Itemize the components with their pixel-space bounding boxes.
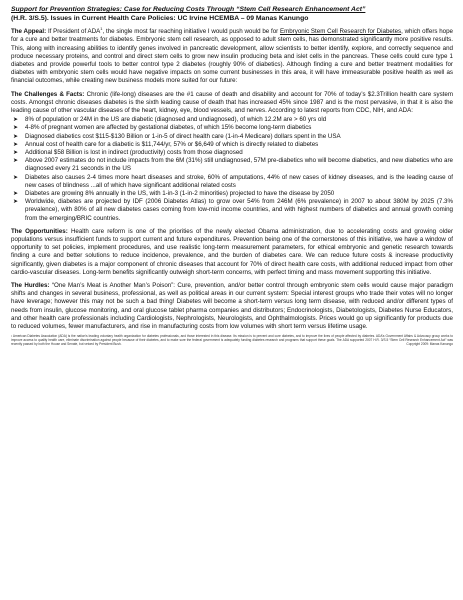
arrow-bullet-icon: ➤ xyxy=(13,150,19,157)
appeal-section xyxy=(11,28,453,85)
hurdles-section xyxy=(11,282,453,331)
appeal-text-2: , the single most far reaching initiative I would push would be for xyxy=(102,28,280,36)
appeal-text-3: , which offers hope for a cure and better treatments for diabetes. Embryonic stem cell research, as opposed to adult stem cells, has demonstrated significantly more positive results. This, along with increasing abilities to identify genes involved in pancreatic development, allow scientists to better identify, explore, and correctly sequence and produce necessary proteins, and control and direct stem cells to grow new insulin producing beta and islet cells in the pancreas. These cells could cure type 1 diabetes and provide powerful tools to better control type 2 diabetes (roughly 90% of diabetics). Although finding a cure and better treatment modalities for diabetes with embryonic stem cells would have negative impacts on some current businesses in this area, it will have immeasurable positive health as well as financial outcomes, while creating new business models more suited for our future: xyxy=(11,28,453,85)
arrow-bullet-icon: ➤ xyxy=(13,141,19,148)
hurdles-text: “One Man’s Meat is Another Man’s Poison”: Cure, prevention, and/or better control through embryonic stem cells would cause major paradigm shifts and changes in several business, professional, as well as political areas in our current system: Special interest groups who trade their votes will no longer have leverage; however this may not be such a bad thing! Diabetes will become a short-term versus long term disease, with reduced and/or different types of needs from insulin, glucose monitoring, and oral glucose tablet pharma companies and distributors; Endocrinologists, Diabetologists, Diabetes Nurse Educators, and other health care professionals including Cardiologists, Nephrologists, Neurologists, and Ophthalmologists. Prices would go up significantly for products due to reduced volumes, fewer manufacturers, and rise in manufacturing costs from low volumes with short term versus lifetime usage. xyxy=(11,282,453,331)
arrow-bullet-icon: ➤ xyxy=(13,199,19,206)
list-item xyxy=(11,124,453,132)
arrow-bullet-icon: ➤ xyxy=(13,174,19,181)
challenges-section xyxy=(11,91,453,223)
opportunities-heading: The Opportunities: xyxy=(11,227,68,235)
arrow-bullet-icon: ➤ xyxy=(13,191,19,198)
bullet-text: Above 2007 estimates do not include impacts from the 6M (31%) still undiagnosed, 57M pre-diabetics who will become diabetics, and new diabetics who are diagnosed every 21 seconds in the US xyxy=(25,157,453,173)
list-item xyxy=(11,157,453,173)
list-item xyxy=(11,198,453,223)
footnote-marker: 1 xyxy=(100,26,103,32)
arrow-bullet-icon: ➤ xyxy=(13,117,19,124)
list-item xyxy=(11,141,453,149)
bullet-text: 8% of population or 24M in the US are diabetic (diagnosed and undiagnosed), of which 12.2M are > 60 yrs old xyxy=(25,116,327,124)
opportunities-text: Health care reform is one of the priorities of the newly elected Obama administration, due to accelerating costs and growing older populations versus insufficient funds to support current and future expenditures. Prevention being one of the cornerstones of this initiative, we have a window of opportunity to set policies, implement procedures, and use realistic long-term measurement parameters, for ethical embryonic and genetic research towards finding a cure and better solutions to reduce incidence, prevalence, and the burden of diabetes care. We can reduce future costs & increase productivity significantly, given diabetes is a major component of chronic diseases that account for 70% of direct health care costs, with additional reduced impact from other cardio-vascular diseases. Long-term benefits significantly outweigh short-term concerns, with perfect timing and mass movement supporting this initiative. xyxy=(11,227,454,276)
list-item xyxy=(11,116,453,124)
list-item xyxy=(11,149,453,157)
challenges-text: Chronic (life-long) diseases are the #1 cause of death and disability and account for 70% of today’s $2.3Trillion health care system costs. Amongst chronic diseases diabetes is the sixth leading cause of death that has increased 45% since 1987 and is the most pervasive, in that it is also the leading cause of other vascular diseases of the heart, kidney, eye, blood vessels, and nerves. According to latest reports from CDC, NIH, and ADA: xyxy=(11,90,453,115)
arrow-bullet-icon: ➤ xyxy=(13,158,19,165)
opportunities-section xyxy=(11,228,453,277)
title-line-2: (H.R. 3/S.5). Issues in Current Health Care Policies: UC Irvine HCEMBA – 09 Manas Kanungo xyxy=(11,14,309,22)
list-item xyxy=(11,174,453,190)
copyright-notice: Copyright 2009: Manas Kanungo xyxy=(406,342,453,347)
arrow-bullet-icon: ➤ xyxy=(13,125,19,132)
hurdles-heading: The Hurdles: xyxy=(11,282,50,290)
bullet-text: Annual cost of health care for a diabetic is $11,744/yr, 57% or $6,649 of which is directly related to diabetes xyxy=(25,140,319,148)
bullet-text: 4-8% of pregnant women are affected by gestational diabetes, of which 15% become long-term diabetics xyxy=(25,124,312,132)
list-item xyxy=(11,190,453,198)
document-title xyxy=(11,6,453,23)
challenges-heading: The Challenges & Facts: xyxy=(11,90,85,98)
footnote xyxy=(11,334,453,346)
appeal-heading: The Appeal: xyxy=(11,28,47,36)
list-item xyxy=(11,133,453,141)
bullet-text: Diabetes are growing 8% annually in the US, with 1-in-3 (1-in-2 minorities) projected to have the disease by 2050 xyxy=(25,190,335,198)
challenges-bullet-list xyxy=(11,116,453,223)
title-line-1: Support for Prevention Strategies: Case for Reducing Costs Through “Stem Cell Research Enhancement Act” xyxy=(11,6,366,13)
appeal-text-1: If President of ADA xyxy=(46,28,101,36)
bullet-text: Diagnosed diabetics cost $115-$130 Billion or 1-in-5 of direct health care (1-in-4 Medicare) dollars spent in the USA xyxy=(25,132,341,140)
arrow-bullet-icon: ➤ xyxy=(13,133,19,140)
footnote-text: ¹ American Diabetes Association (ADA) is the nation’s leading voluntary health organization for diabetes professionals, and those interested in this disease. Its mission is to prevent and cure diabetes, and to improve the lives of people affected by diabetes. ADA’s Government Affairs & Advocacy group works to improve access to quality health care, eliminate discrimination against people because of their diabetes, and to make sure the federal government is adequately funding diabetes research and programs that support these goals. The ADA supported 2007 H.R. 3/S.5 “Stem Cell Research Enhancement Act” was recently passed by both the House and Senate, but vetoed by President Bush. xyxy=(11,334,453,347)
appeal-emphasis-link: Embryonic Stem Cell Research for Diabetes xyxy=(279,28,402,36)
bullet-text: Additional $58 Billion is lost in indirect (productivity) costs from those diagnosed xyxy=(25,149,243,157)
bullet-text: Worldwide, diabetes are projected by IDF (2006 Diabetes Atlas) to grow over 54% from 246M (6% prevalence) in 2007 to about 380M by 2025 (7.3% prevalence), with 80% of all new diabetes cases coming from low-mid income countries, and with highest numbers of diabetics and annual growth coming from the emerging/BRIC countries. xyxy=(25,198,453,222)
bullet-text: Diabetes also causes 2-4 times more heart diseases and stroke, 60% of amputations, 44% of new cases of kidney diseases, and is the leading cause of new cases of blindness ...all of which have significant additional related costs xyxy=(25,173,453,189)
